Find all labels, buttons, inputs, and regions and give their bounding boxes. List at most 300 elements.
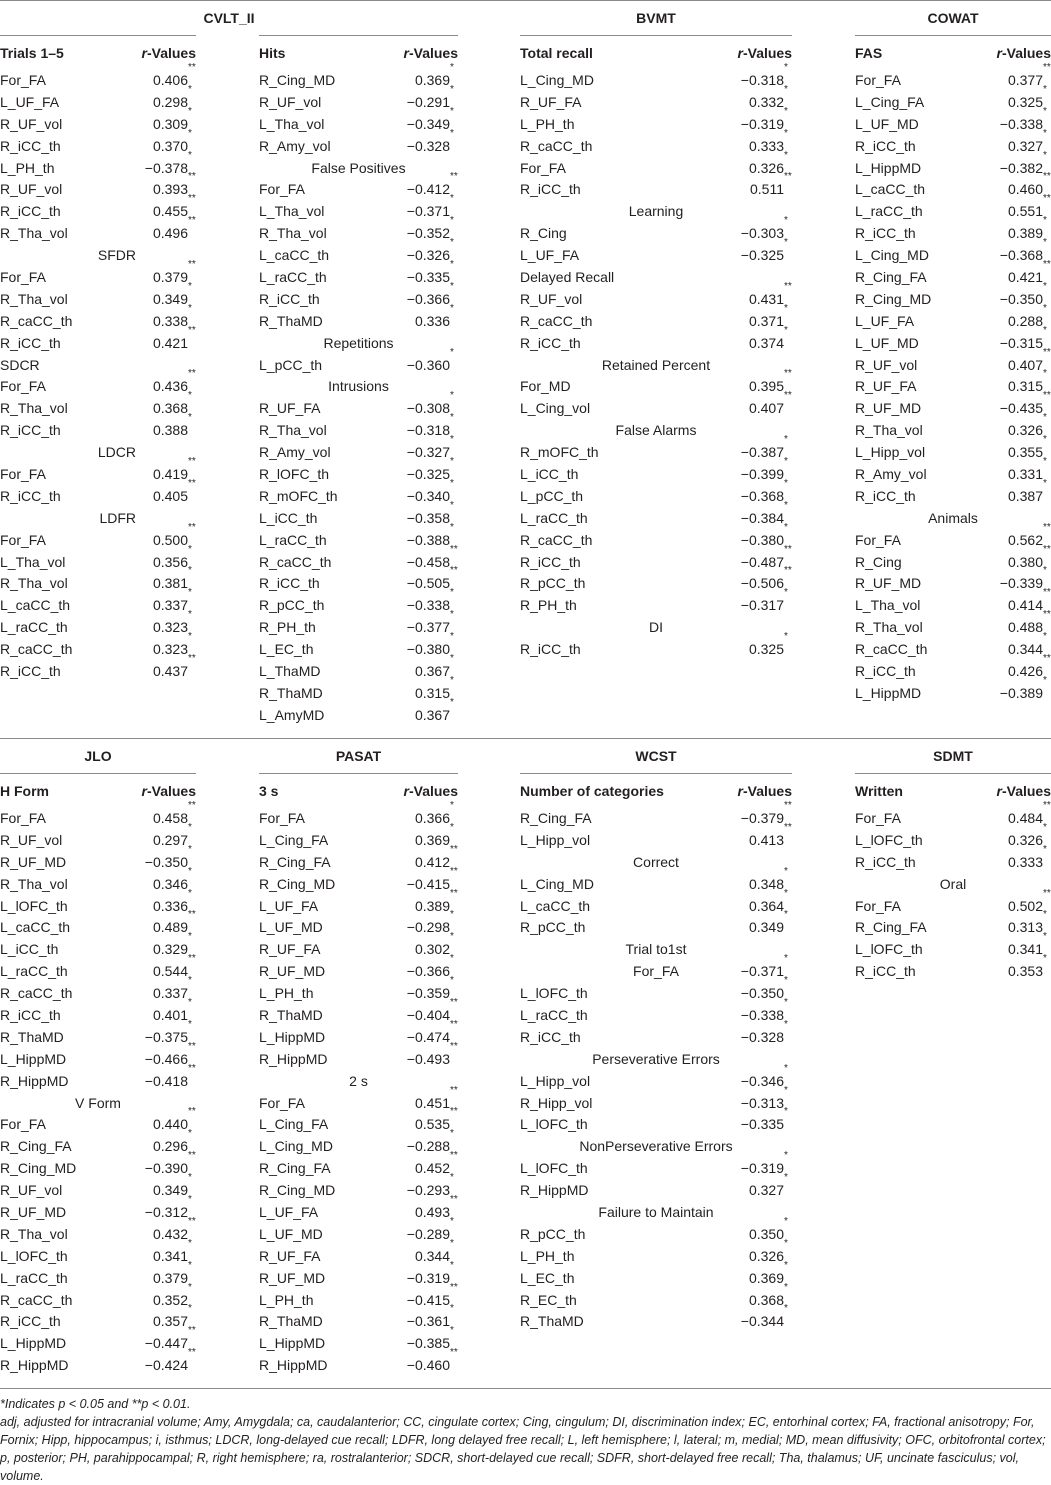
- section-label-row: [0, 245, 196, 267]
- column-rows: [0, 800, 196, 1377]
- table-row: [855, 346, 1051, 377]
- region-label: R_UF_MD: [0, 1204, 67, 1221]
- table-row: [520, 887, 792, 918]
- r-value: 0.426 **: [1007, 653, 1051, 680]
- table-row: [520, 865, 792, 896]
- r-value: −0.361 *: [406, 1303, 454, 1330]
- table-row: [520, 62, 792, 92]
- r-value: 0.296 *: [152, 1128, 192, 1155]
- region-label: For_FA: [855, 897, 901, 914]
- region-label: L_caCC_th: [259, 247, 330, 264]
- region-label: R_ThaMD: [520, 1313, 584, 1330]
- table-row: [259, 456, 458, 486]
- r-value: 0.326 *: [1007, 821, 1047, 848]
- r-value: −0.325 *: [406, 456, 454, 483]
- r-value: 0.366 *: [414, 800, 454, 826]
- r-value: −0.458 **: [406, 543, 458, 570]
- r-value: 0.350 *: [748, 1215, 788, 1242]
- r-value: 0.488 **: [1007, 609, 1051, 636]
- region-label: L_caCC_th: [520, 897, 591, 914]
- section-label-row: [520, 1136, 792, 1158]
- r-value: −0.289 *: [406, 1215, 454, 1242]
- r-value: 0.440 **: [152, 1106, 196, 1133]
- r-value: −0.335 *: [740, 1106, 788, 1133]
- table-row: [259, 1172, 458, 1202]
- r-value: −0.352 *: [406, 215, 454, 242]
- region-label: For_FA: [0, 531, 46, 548]
- table-row: [520, 302, 792, 333]
- region-label: L_caCC_th: [855, 181, 926, 198]
- region-label: R_Tha_vol: [259, 225, 327, 242]
- test-title-bvmt: BVMT: [636, 10, 676, 26]
- rvalues-r: r: [403, 45, 409, 61]
- r-value: −0.327 *: [406, 434, 454, 461]
- table-row: [520, 800, 792, 830]
- section-label-row: [520, 267, 792, 289]
- region-label: R_iCC_th: [0, 422, 61, 439]
- region-label: R_Tha_vol: [259, 422, 327, 439]
- region-label: R_ThaMD: [259, 1007, 323, 1024]
- region-label: R_UF_vol: [520, 290, 583, 307]
- r-value: 0.368 *: [152, 390, 192, 417]
- rvalues-suffix: -Values: [146, 45, 196, 61]
- r-value: −0.312 *: [144, 1194, 192, 1221]
- r-value: 0.374 *: [748, 324, 788, 351]
- region-label: R_Tha_vol: [0, 575, 68, 592]
- region-label: R_Hipp_vol: [520, 1094, 593, 1111]
- region-label: R_UF_FA: [259, 400, 321, 417]
- r-value: 0.381 *: [152, 565, 192, 592]
- r-value: 0.484 **: [1007, 800, 1051, 826]
- region-label: L_Tha_vol: [259, 203, 325, 220]
- table-row: [0, 975, 196, 1005]
- r-value: 0.405 **: [152, 477, 196, 504]
- section-label: Trial to1st: [625, 941, 687, 958]
- region-label: L_ThaMD: [259, 663, 321, 680]
- region-label: R_UF_FA: [855, 378, 917, 395]
- section-label: SFDR: [97, 247, 136, 264]
- table-row: [855, 324, 1051, 355]
- table-row: [259, 887, 458, 918]
- table-row: [0, 997, 196, 1027]
- table-column: [855, 738, 1051, 1385]
- region-label: R_Amy_vol: [259, 137, 331, 154]
- test-title-wcst: WCST: [635, 748, 677, 764]
- r-value: 0.355 *: [1007, 434, 1047, 461]
- r-value: 0.337 *: [152, 975, 192, 1002]
- table-row: [520, 456, 792, 486]
- region-label: L_HippMD: [855, 159, 922, 176]
- table-row: [259, 171, 458, 201]
- table-row: [259, 280, 458, 311]
- column-header-label: Number of categories: [520, 783, 664, 799]
- region-label: R_Cing_MD: [259, 1182, 336, 1199]
- table-column: [259, 0, 458, 737]
- section-label-row: [0, 508, 196, 530]
- region-label: For_FA: [0, 466, 46, 483]
- table-row: [520, 171, 792, 201]
- rvalues-suffix: -Values: [408, 783, 458, 799]
- r-value: −0.318 *: [740, 62, 788, 88]
- section-label-row: [259, 1071, 458, 1093]
- table-row: [855, 193, 1051, 223]
- region-label: R_iCC_th: [520, 641, 581, 658]
- region-label: L_EC_th: [259, 641, 314, 658]
- table-row: [259, 843, 458, 874]
- table-row: [0, 324, 196, 355]
- region-label: R_Cing_FA: [0, 1138, 72, 1155]
- table-row: [0, 1172, 196, 1202]
- r-value: 0.413 **: [748, 821, 792, 848]
- r-value: 0.421 **: [1007, 259, 1051, 286]
- region-label: R_UF_MD: [855, 575, 922, 592]
- table-row: [259, 609, 458, 639]
- r-value: −0.358 *: [406, 499, 454, 526]
- r-value: −0.399 *: [740, 456, 788, 483]
- region-label: R_iCC_th: [0, 1313, 61, 1330]
- region-label: R_pCC_th: [520, 575, 586, 592]
- table-row: [520, 631, 792, 661]
- table-row: [0, 953, 196, 983]
- table-row: [259, 127, 458, 158]
- section-label-row: [259, 158, 458, 180]
- table-row: [520, 434, 792, 464]
- region-label: R_PH_th: [259, 619, 316, 636]
- test-title-jlo: JLO: [84, 748, 112, 764]
- region-label: L_UF_FA: [0, 93, 60, 110]
- table-row: [0, 193, 196, 223]
- region-label: L_PH_th: [520, 115, 575, 132]
- rvalues-r: r: [737, 783, 743, 799]
- region-label: R_UF_MD: [259, 963, 326, 980]
- r-value: 0.421 **: [152, 324, 196, 351]
- test-title-cvlt: CVLT_II: [203, 10, 255, 26]
- r-value: −0.339 *: [999, 565, 1047, 592]
- table-row: [855, 843, 1051, 874]
- rvalues-suffix: -Values: [1001, 783, 1051, 799]
- section-label-row: [520, 617, 792, 639]
- table-row: [259, 543, 458, 574]
- region-label: L_HippMD: [259, 1335, 326, 1352]
- table-row: [259, 931, 458, 961]
- table-column: [0, 738, 196, 1385]
- r-value: 0.336 *: [414, 302, 454, 329]
- test-title-cowat: COWAT: [927, 10, 979, 26]
- region-label: R_HippMD: [259, 1050, 328, 1067]
- table-row: [855, 412, 1051, 442]
- table-row: [855, 565, 1051, 595]
- r-value: −0.380 *: [406, 631, 454, 658]
- region-label: R_caCC_th: [520, 312, 593, 329]
- table-row: [259, 1259, 458, 1290]
- r-value: −0.460 **: [406, 1347, 458, 1374]
- section-label: LDFR: [99, 509, 136, 526]
- region-label: R_iCC_th: [520, 181, 581, 198]
- table-row: [855, 259, 1051, 289]
- r-value: 0.544 **: [152, 953, 196, 980]
- region-label: R_iCC_th: [0, 137, 61, 154]
- region-label: L_EC_th: [520, 1269, 575, 1286]
- table-row: [0, 1303, 196, 1333]
- region-label: R_Tha_vol: [0, 1225, 68, 1242]
- region-label: L_UF_MD: [855, 334, 919, 351]
- region-label: For_FA: [259, 181, 305, 198]
- r-value: 0.332 *: [748, 83, 788, 110]
- column-header: [520, 35, 792, 70]
- r-value: −0.326 *: [406, 237, 454, 264]
- region-label: L_Tha_vol: [855, 597, 921, 614]
- section-label: False Alarms: [615, 422, 697, 439]
- table-row: [520, 1150, 792, 1180]
- region-label: R_caCC_th: [0, 312, 73, 329]
- region-label: R_iCC_th: [855, 487, 916, 504]
- region-label: R_Cing_MD: [855, 290, 932, 307]
- section-label-row: [520, 939, 792, 961]
- column-header-label: H Form: [0, 783, 49, 799]
- table-row: [259, 237, 458, 267]
- r-value: −0.385 *: [406, 1325, 454, 1352]
- region-label: L_Cing_FA: [855, 93, 925, 110]
- r-value: −0.308 *: [406, 390, 454, 417]
- table-column: [520, 0, 792, 737]
- table-row: [0, 565, 196, 595]
- region-label: L_Tha_vol: [259, 115, 325, 132]
- table-row: [0, 1325, 196, 1355]
- region-label: L_PH_th: [259, 1291, 314, 1308]
- region-label: R_ThaMD: [0, 1028, 64, 1045]
- section-label-row: [520, 355, 792, 377]
- table-row: [855, 543, 1051, 574]
- region-label: For_MD: [520, 378, 571, 395]
- table-row: [259, 1106, 458, 1136]
- table-row: [259, 346, 458, 377]
- region-label: L_PH_th: [259, 985, 314, 1002]
- r-value: 0.395 **: [748, 368, 792, 395]
- r-value: 0.352 *: [152, 1281, 192, 1308]
- table-row: [0, 587, 196, 617]
- column-header: [259, 35, 458, 70]
- r-value: 0.389 **: [414, 887, 458, 914]
- region-label: R_caCC_th: [855, 641, 928, 658]
- test-title-sdmt: SDMT: [933, 748, 973, 764]
- region-label: L_UF_MD: [259, 919, 323, 936]
- region-label: L_caCC_th: [0, 919, 71, 936]
- r-value: −0.415 **: [406, 1281, 458, 1308]
- column-rows: [520, 800, 792, 1333]
- rvalues-r: r: [141, 783, 147, 799]
- r-value: −0.493 **: [406, 1040, 458, 1067]
- region-label: R_pCC_th: [520, 919, 586, 936]
- table-row: [520, 1303, 792, 1333]
- table-row: [0, 259, 196, 289]
- table-row: [520, 1237, 792, 1268]
- column-rows: [259, 800, 458, 1377]
- column-rows: [0, 62, 196, 683]
- region-label: R_EC_th: [520, 1291, 577, 1308]
- region-label: R_iCC_th: [855, 225, 916, 242]
- r-value: −0.328 *: [740, 1018, 788, 1045]
- r-value: 0.344 *: [1007, 631, 1047, 658]
- table-row: [855, 237, 1051, 267]
- r-value: −0.350 *: [144, 843, 192, 870]
- region-label: L_pCC_th: [520, 487, 584, 504]
- region-label: For_FA: [259, 1094, 305, 1111]
- region-label: R_mOFC_th: [520, 444, 599, 461]
- table-row: [520, 390, 792, 420]
- r-value: 0.329 *: [152, 931, 192, 958]
- r-value: −0.487 **: [740, 543, 792, 570]
- rvalues-r: r: [403, 783, 409, 799]
- r-value: 0.369 *: [414, 62, 454, 88]
- r-value: 0.323 *: [152, 631, 192, 658]
- table-row: [259, 105, 458, 136]
- r-value: 0.562 **: [1007, 521, 1051, 548]
- r-value: 0.349 *: [748, 909, 788, 936]
- table-row: [855, 368, 1051, 398]
- region-label: R_iCC_th: [0, 203, 61, 220]
- section-label-row: [520, 1202, 792, 1224]
- bottom-band: [0, 738, 1051, 1385]
- rvalues-suffix: -Values: [146, 783, 196, 799]
- table-row: [520, 587, 792, 617]
- r-value: 0.551 **: [1007, 193, 1051, 220]
- table-row: [855, 105, 1051, 136]
- r-value: −0.328 *: [406, 127, 454, 154]
- table-row: [0, 1347, 196, 1377]
- table-row: [0, 105, 196, 136]
- region-label: R_UF_FA: [259, 941, 321, 958]
- r-value: 0.297 *: [152, 821, 192, 848]
- r-value: 0.379 *: [152, 1259, 192, 1286]
- section-label: False Positives: [311, 159, 406, 176]
- region-label: L_PH_th: [520, 1247, 575, 1264]
- region-label: L_iCC_th: [259, 509, 318, 526]
- r-value: 0.369 *: [748, 1259, 788, 1286]
- table-row: [259, 587, 458, 617]
- table-footnotes: [0, 1395, 1051, 1485]
- table-row: [259, 997, 458, 1027]
- r-value: −0.350 *: [999, 280, 1047, 307]
- table-row: [259, 865, 458, 896]
- table-row: [0, 865, 196, 896]
- table-row: [855, 931, 1051, 961]
- table-row: [0, 653, 196, 683]
- table-row: [855, 390, 1051, 420]
- region-label: R_PH_th: [520, 597, 577, 614]
- region-label: R_caCC_th: [0, 985, 73, 1002]
- r-value: 0.315 *: [414, 674, 454, 701]
- r-value: 0.493 **: [414, 1194, 458, 1221]
- region-label: R_iCC_th: [0, 663, 61, 680]
- table-row: [0, 456, 196, 486]
- region-label: L_raCC_th: [259, 269, 327, 286]
- section-label: Correct: [633, 853, 679, 870]
- region-label: R_iCC_th: [520, 553, 581, 570]
- table-row: [855, 674, 1051, 705]
- r-value: 0.535 **: [414, 1106, 458, 1133]
- region-label: R_HippMD: [520, 1182, 589, 1199]
- r-value: −0.378 *: [144, 149, 192, 176]
- r-value: −0.315 *: [999, 324, 1047, 351]
- table-row: [0, 171, 196, 201]
- table-row: [0, 887, 196, 918]
- table-row: [259, 1281, 458, 1312]
- region-label: L_raCC_th: [259, 531, 327, 548]
- r-value: 0.327 *: [1007, 127, 1047, 154]
- r-value: −0.350 *: [740, 975, 788, 1002]
- section-label-row: [0, 1093, 196, 1115]
- region-label: R_Amy_vol: [855, 466, 927, 483]
- section-label: Animals: [928, 509, 978, 526]
- r-value: 0.368 *: [748, 1281, 788, 1308]
- region-label: L_Cing_FA: [259, 831, 329, 848]
- section-label-row: [259, 333, 458, 355]
- r-value: 0.357 *: [152, 1303, 192, 1330]
- region-label: L_Cing_MD: [855, 247, 929, 264]
- r-value: −0.404 **: [406, 997, 458, 1024]
- r-value: 0.364 *: [748, 887, 788, 914]
- r-value: −0.288 *: [406, 1128, 454, 1155]
- r-value: 0.458 **: [152, 800, 196, 826]
- table-row: [0, 1106, 196, 1136]
- r-value: −0.313 *: [740, 1084, 788, 1111]
- section-label-row: [0, 442, 196, 464]
- r-value: 0.407 **: [1007, 346, 1051, 373]
- region-label: R_ThaMD: [259, 312, 323, 329]
- r-value: −0.368 *: [740, 477, 788, 504]
- region-label: R_iCC_th: [855, 853, 916, 870]
- region-label: R_UF_MD: [259, 1269, 326, 1286]
- r-value: 0.337 *: [152, 587, 192, 614]
- r-value: 0.323 *: [152, 609, 192, 636]
- r-value: −0.377 *: [406, 609, 454, 636]
- region-label: R_iCC_th: [0, 334, 61, 351]
- section-label: NonPerseverative Errors: [579, 1138, 733, 1155]
- column-header: [0, 773, 196, 808]
- r-value: −0.344 *: [740, 1303, 788, 1330]
- column-rows: [520, 62, 792, 661]
- section-label: Learning: [628, 203, 684, 220]
- table-row: [855, 62, 1051, 92]
- section-label: Delayed Recall: [520, 269, 615, 286]
- section-label: V Form: [75, 1094, 121, 1111]
- table-row: [259, 1150, 458, 1180]
- r-value: −0.298 *: [406, 909, 454, 936]
- table-row: [520, 1106, 792, 1136]
- region-label: R_UF_vol: [0, 831, 63, 848]
- r-value: 0.349 *: [152, 280, 192, 307]
- r-value: 0.452 **: [414, 1150, 458, 1177]
- region-label: R_pCC_th: [520, 1225, 586, 1242]
- r-value: 0.346 *: [152, 865, 192, 892]
- table-row: [520, 909, 792, 939]
- r-value: 0.341 *: [1007, 931, 1047, 958]
- region-label: R_Cing_FA: [855, 269, 927, 286]
- r-value: 0.315 *: [1007, 368, 1047, 395]
- table-row: [259, 674, 458, 705]
- r-value: −0.318 *: [406, 412, 454, 439]
- region-label: R_iCC_th: [0, 1007, 61, 1024]
- region-label: R_caCC_th: [259, 553, 332, 570]
- region-label: L_lOFC_th: [0, 1247, 68, 1264]
- r-value: 0.367 *: [414, 696, 454, 723]
- region-label: R_Cing_MD: [259, 72, 336, 88]
- table-row: [0, 477, 196, 508]
- r-value: 0.379 **: [152, 259, 196, 286]
- r-value: −0.317 *: [740, 587, 788, 614]
- region-label: L_UF_FA: [259, 1204, 319, 1221]
- table-row: [259, 215, 458, 245]
